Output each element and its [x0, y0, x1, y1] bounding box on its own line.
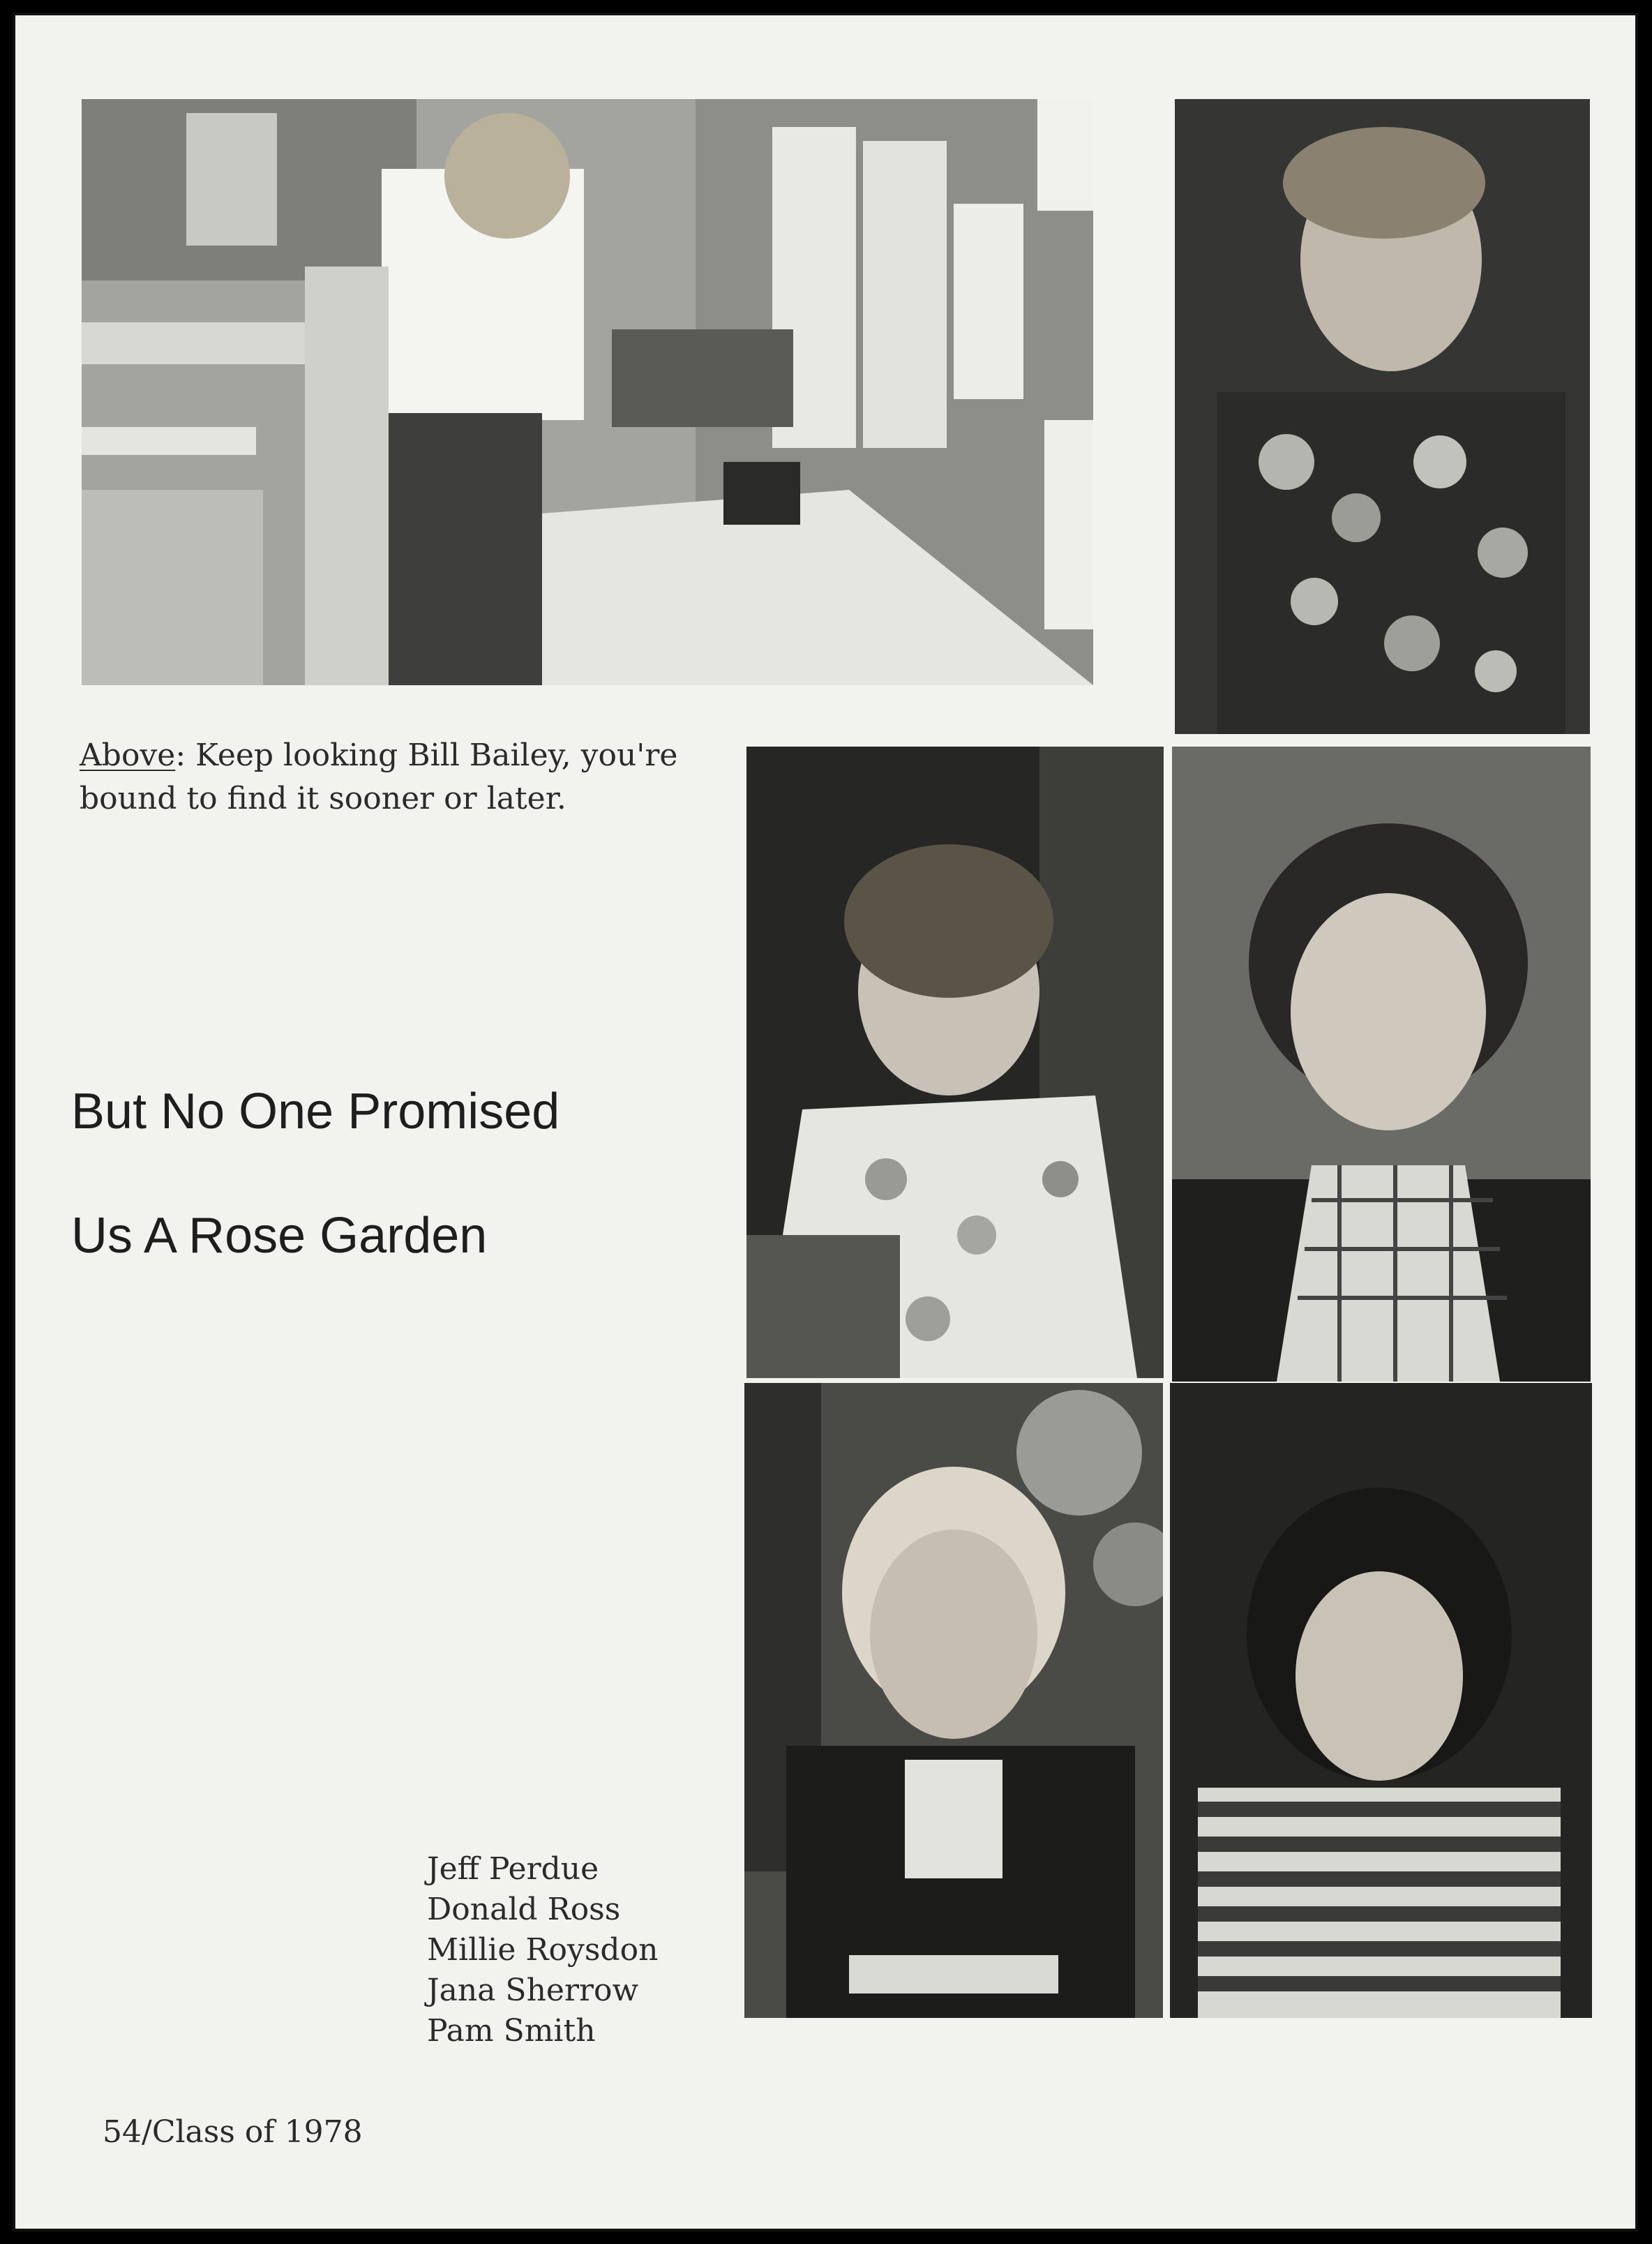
name-list-item: Millie Roysdon [427, 1932, 659, 1968]
headline-line-2: Us A Rose Garden [71, 1208, 488, 1264]
portrait-jana-sherrow [744, 1383, 1163, 2018]
name-list-item: Donald Ross [427, 1892, 621, 1927]
portrait-donald-ross [746, 747, 1164, 1378]
name-list-item: Jeff Perdue [427, 1851, 599, 1887]
portrait-jeff-perdue [1175, 99, 1590, 734]
caption-text: : Keep looking Bill Bailey, you're bound to find it sooner or later. [80, 738, 678, 816]
caption-lead: Above [80, 738, 176, 773]
student-names [427, 1849, 658, 2051]
photo-caption [80, 734, 707, 821]
portrait-millie-roysdon [1172, 747, 1591, 1382]
headline-line-1: But No One Promised [71, 1084, 560, 1139]
name-list-item: Pam Smith [427, 2013, 596, 2049]
classroom-photo [82, 99, 1093, 685]
portrait-pam-smith [1170, 1383, 1592, 2018]
name-list-item: Jana Sherrow [427, 1973, 639, 2008]
yearbook-page [13, 13, 1638, 2231]
page-footer: 54/Class of 1978 [103, 2114, 363, 2150]
